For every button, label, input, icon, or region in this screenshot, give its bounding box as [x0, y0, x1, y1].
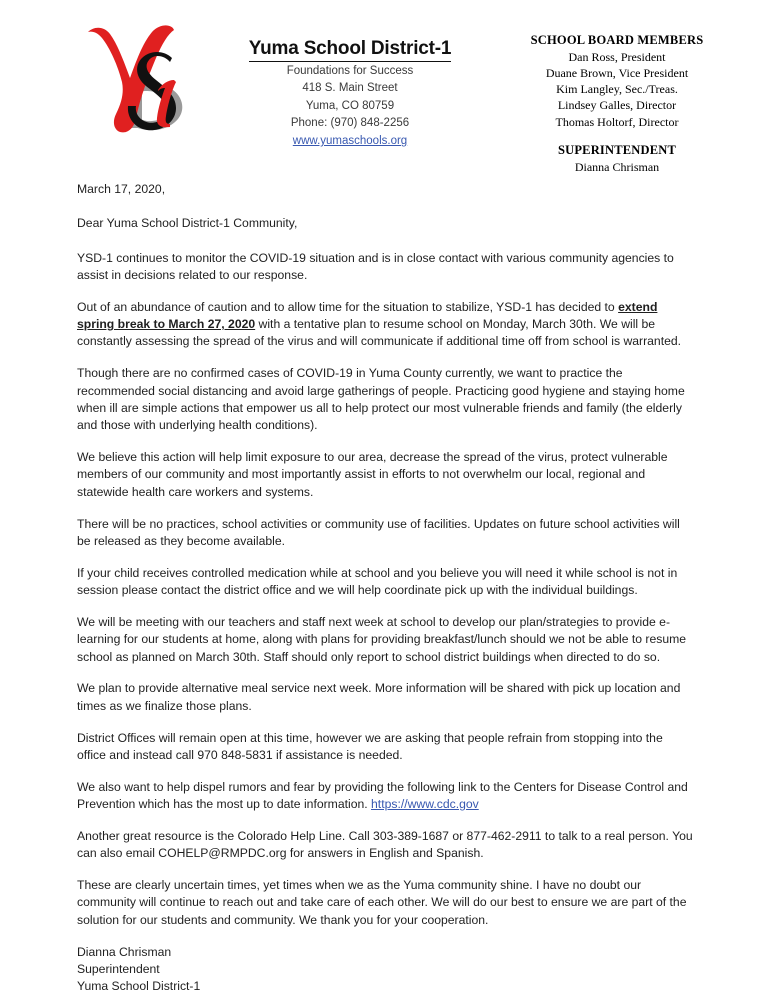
board-block — [498, 32, 736, 175]
superintendent-name: Dianna Chrisman — [574, 159, 660, 174]
board-member: Lindsey Galles, Director — [557, 98, 677, 113]
superintendent-heading: SUPERINTENDENT — [557, 142, 677, 157]
letter-paragraph-7: We will be meeting with our teachers and staff next week at school to develop our plan/strategies to provide e-learning for our students at home, along with plans for providing breakfast/lunch should we not be able to resume school as planned on March 30th. Staff should only report to school district buildings when directed to do so. — [77, 614, 687, 664]
letter-paragraph-9: District Offices will remain open at this time, however we are asking that people refrain from stopping into the office and instead call 970 848-5831 if assistance is needed. — [77, 730, 663, 762]
district-city-state-zip: Yuma, CO 80759 — [305, 99, 395, 112]
district-tagline: Foundations for Success — [286, 64, 414, 77]
ysd1-logo — [84, 22, 202, 142]
board-heading: SCHOOL BOARD MEMBERS — [530, 33, 704, 47]
paragraph-2-text-after: with a tentative plan to resume school on Monday, March 30th. We will be constantly assessing the spread of the virus and will communicate if additional time off from school is warranted. — [77, 317, 682, 349]
masthead — [230, 38, 470, 149]
district-name-wrap — [230, 38, 470, 62]
district-street: 418 S. Main Street — [302, 82, 398, 95]
letter-paragraph-6: If your child receives controlled medication while at school and you believe you will need it while school is not in session please contact the district office and we will help coordinate pick up with the individual buildings. — [77, 565, 678, 598]
cdc-website-link[interactable]: https://www.cdc.gov — [371, 797, 479, 812]
signature-org: Yuma School District-1 — [77, 979, 201, 994]
paragraph-10-text-before: We also want to help dispel rumors and fear by providing the following link to the Centers for Disease Control and Prevention which has the most up to date information. — [77, 779, 688, 812]
paragraph-2-text-before: Out of an abundance of caution and to allow time for the situation to stabilize, YSD-1 has decided to — [77, 299, 619, 314]
letter-paragraph-11: Another great resource is the Colorado Help Line. Call 303-389-1687 or 877-462-2911 to talk to a real person. You can also email COHELP@RMPDC.org for answers in English and Spanish. — [77, 828, 693, 861]
signature-name: Dianna Chrisman — [77, 944, 172, 959]
letter-paragraph-2 — [77, 299, 694, 351]
letter-paragraph-12: These are clearly uncertain times, yet times when we as the Yuma community shine. I have no doubt our community will continue to reach out and take care of each other. We will do our best to ensure we are part of the solution for our students and community. We thank you for your cooperation. — [77, 878, 687, 927]
letter-paragraph-10 — [77, 779, 694, 814]
district-name: Yuma School District-1 — [249, 38, 452, 62]
board-member: Kim Langley, Sec./Treas. — [556, 82, 678, 97]
board-member: Duane Brown, Vice President — [545, 66, 689, 81]
spring-break-emphasis: extend spring break to March 27, 2020 — [77, 299, 658, 332]
letter-paragraph-1: YSD-1 continues to monitor the COVID-19 situation and is in close contact with various community agencies to assist in decisions related to our response. — [77, 250, 674, 282]
letter-paragraph-4: We believe this action will help limit exposure to our area, decrease the spread of the virus, protect vulnerable members of our community and most importantly assist in efforts to not overwhelm our local, regional and statewide health care workers and systems. — [77, 450, 668, 499]
letter-paragraph-3: Though there are no confirmed cases of COVID-19 in Yuma County currently, we want to practice the recommended social distancing and avoid large gatherings of people. Practicing good hygiene and staying home when ill are simple actions that empower us all to help protect our most vulnerable friends and family (the elderly and those with underlying health conditions). — [77, 366, 685, 433]
letter-date: March 17, 2020, — [77, 182, 166, 196]
signature-block — [77, 944, 694, 996]
board-member: Dan Ross, President — [568, 49, 666, 64]
district-website-link[interactable]: www.yumaschools.org — [292, 135, 408, 148]
letterhead — [0, 0, 777, 174]
district-phone: Phone: (970) 848-2256 — [290, 116, 410, 129]
letter-body — [77, 181, 694, 995]
letter-paragraph-8: We plan to provide alternative meal service next week. More information will be shared with pick up location and times as we finalize those plans. — [77, 681, 681, 713]
signature-title: Superintendent — [77, 961, 160, 976]
board-member: Thomas Holtorf, Director — [555, 114, 679, 129]
letter-paragraph-5: There will be no practices, school activities or community use of facilities. Updates on future school activities will be released as they become available. — [77, 516, 680, 548]
district-website-wrap — [230, 131, 470, 149]
letter-salutation: Dear Yuma School District-1 Community, — [77, 216, 298, 231]
